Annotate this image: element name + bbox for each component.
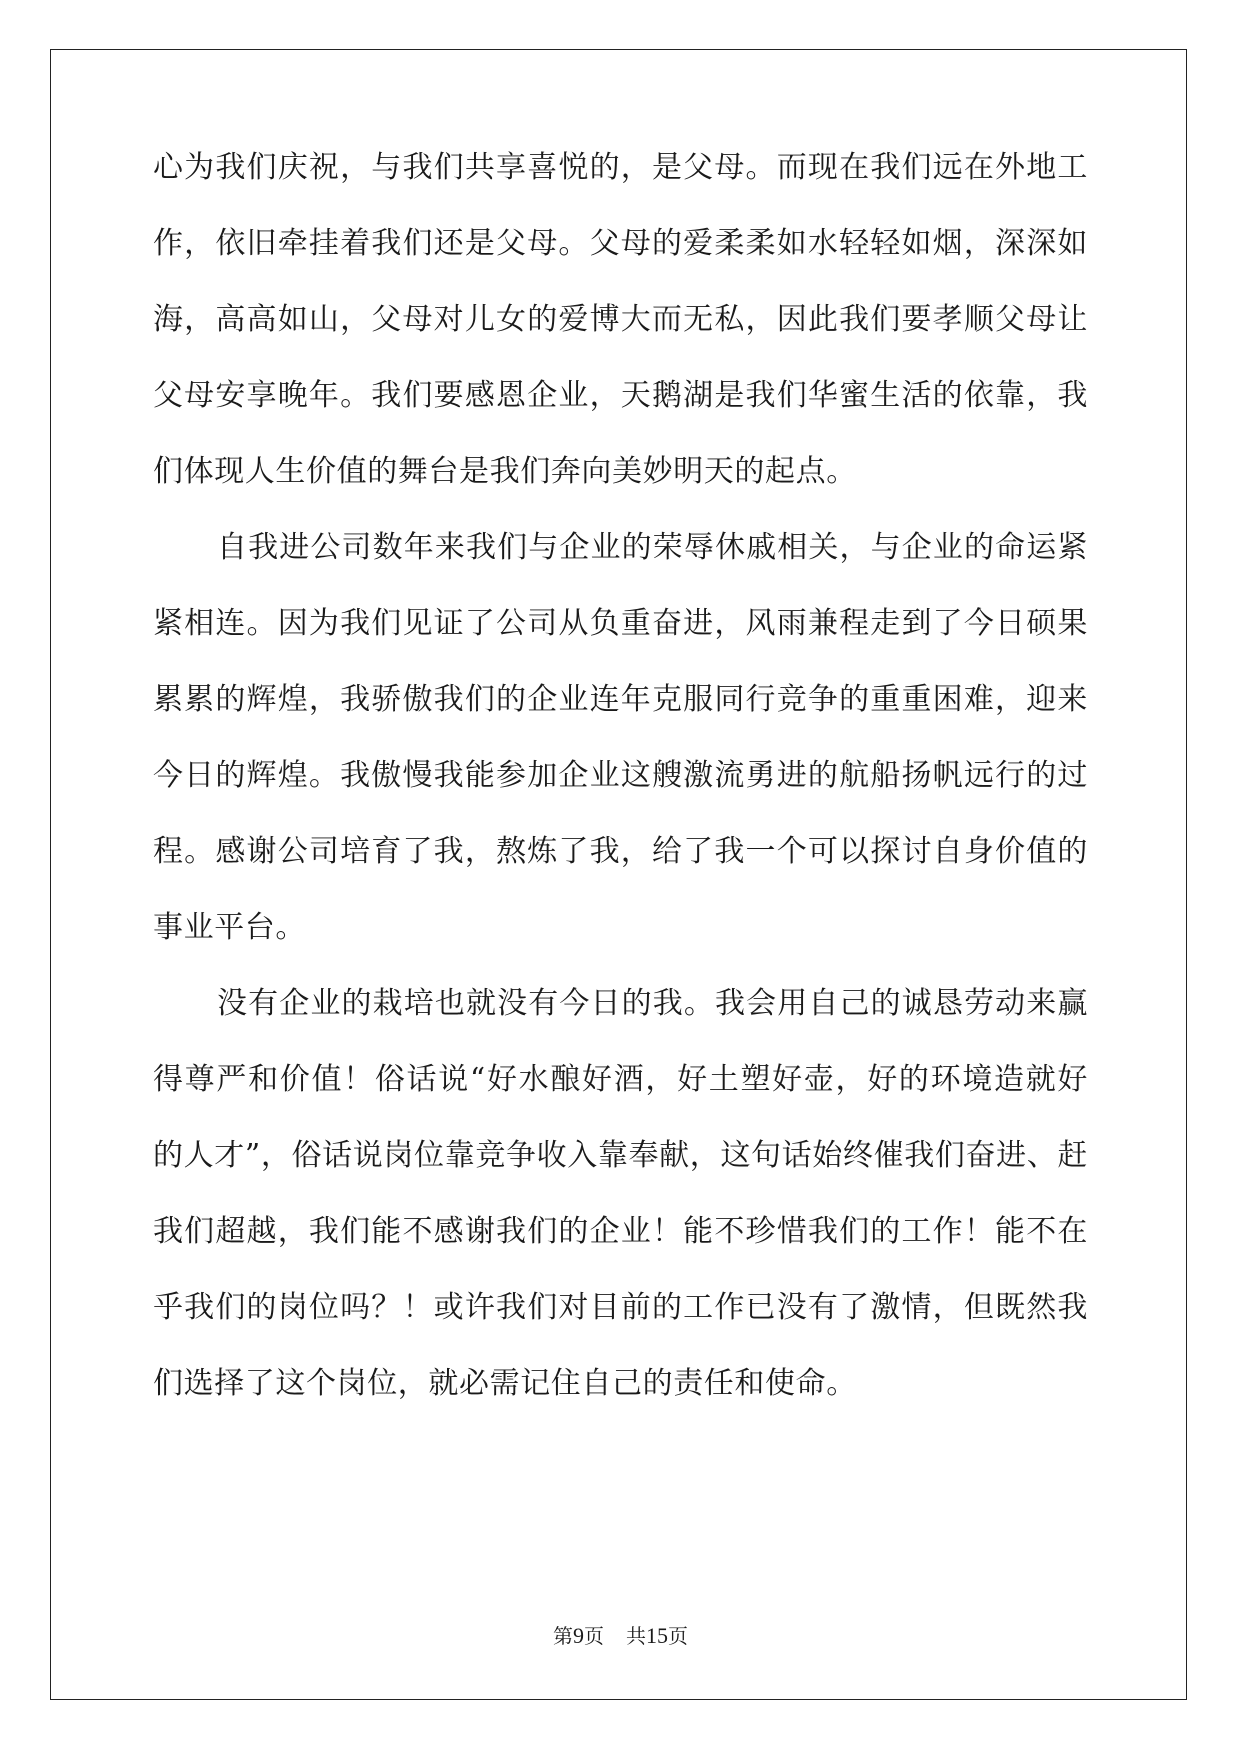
paragraph-3-line-5: 乎我们的岗位吗？！或许我们对目前的工作已没有了激情，但既然我 — [153, 1290, 1088, 1325]
total-suffix: 页 — [668, 1624, 688, 1648]
total-prefix: 共 — [626, 1624, 646, 1648]
paragraph-2-line-4: 今日的辉煌。我傲慢我能参加企业这艘激流勇进的航船扬帆远行的过 — [153, 758, 1088, 793]
paragraph-1-line-3: 海，高高如山，父母对儿女的爱博大而无私，因此我们要孝顺父母让 — [153, 302, 1088, 337]
page-border — [50, 49, 1187, 1700]
paragraph-2-line-6: 事业平台。 — [153, 910, 306, 945]
paragraph-2-line-2: 紧相连。因为我们见证了公司从负重奋进，风雨兼程走到了今日硕果 — [153, 606, 1088, 641]
paragraph-1-line-5: 们体现人生价值的舞台是我们奔向美妙明天的起点。 — [153, 454, 857, 489]
paragraph-2-line-5: 程。感谢公司培育了我，熬炼了我，给了我一个可以探讨自身价值的 — [153, 834, 1088, 869]
page-suffix: 页 — [584, 1624, 604, 1648]
page-number: 9 — [573, 1623, 584, 1648]
paragraph-3-line-4: 我们超越，我们能不感谢我们的企业！能不珍惜我们的工作！能不在 — [153, 1214, 1088, 1249]
paragraph-3-line-1: 没有企业的栽培也就没有今日的我。我会用自己的诚恳劳动来赢 — [217, 986, 1088, 1021]
paragraph-3-line-6: 们选择了这个岗位，就必需记住自己的责任和使命。 — [153, 1366, 857, 1401]
paragraph-1-line-2: 作，依旧牵挂着我们还是父母。父母的爱柔柔如水轻轻如烟，深深如 — [153, 226, 1088, 261]
paragraph-1-line-1: 心为我们庆祝，与我们共享喜悦的，是父母。而现在我们远在外地工 — [153, 150, 1088, 185]
paragraph-3-line-2: 得尊严和价值！俗话说“好水酿好酒，好土塑好壶，好的环境造就好 — [153, 1062, 1088, 1097]
paragraph-2-line-1: 自我进公司数年来我们与企业的荣辱休戚相关，与企业的命运紧 — [217, 530, 1088, 565]
page-footer — [0, 1620, 1241, 1649]
paragraph-1-line-4: 父母安享晚年。我们要感恩企业，天鹅湖是我们华蜜生活的依靠，我 — [153, 378, 1088, 413]
paragraph-2-line-3: 累累的辉煌，我骄傲我们的企业连年克服同行竞争的重重困难，迎来 — [153, 682, 1088, 717]
total-pages: 15 — [646, 1623, 668, 1648]
page-prefix: 第 — [553, 1624, 573, 1648]
paragraph-3-line-3: 的人才”，俗话说岗位靠竞争收入靠奉献，这句话始终催我们奋进、赶 — [153, 1138, 1088, 1173]
